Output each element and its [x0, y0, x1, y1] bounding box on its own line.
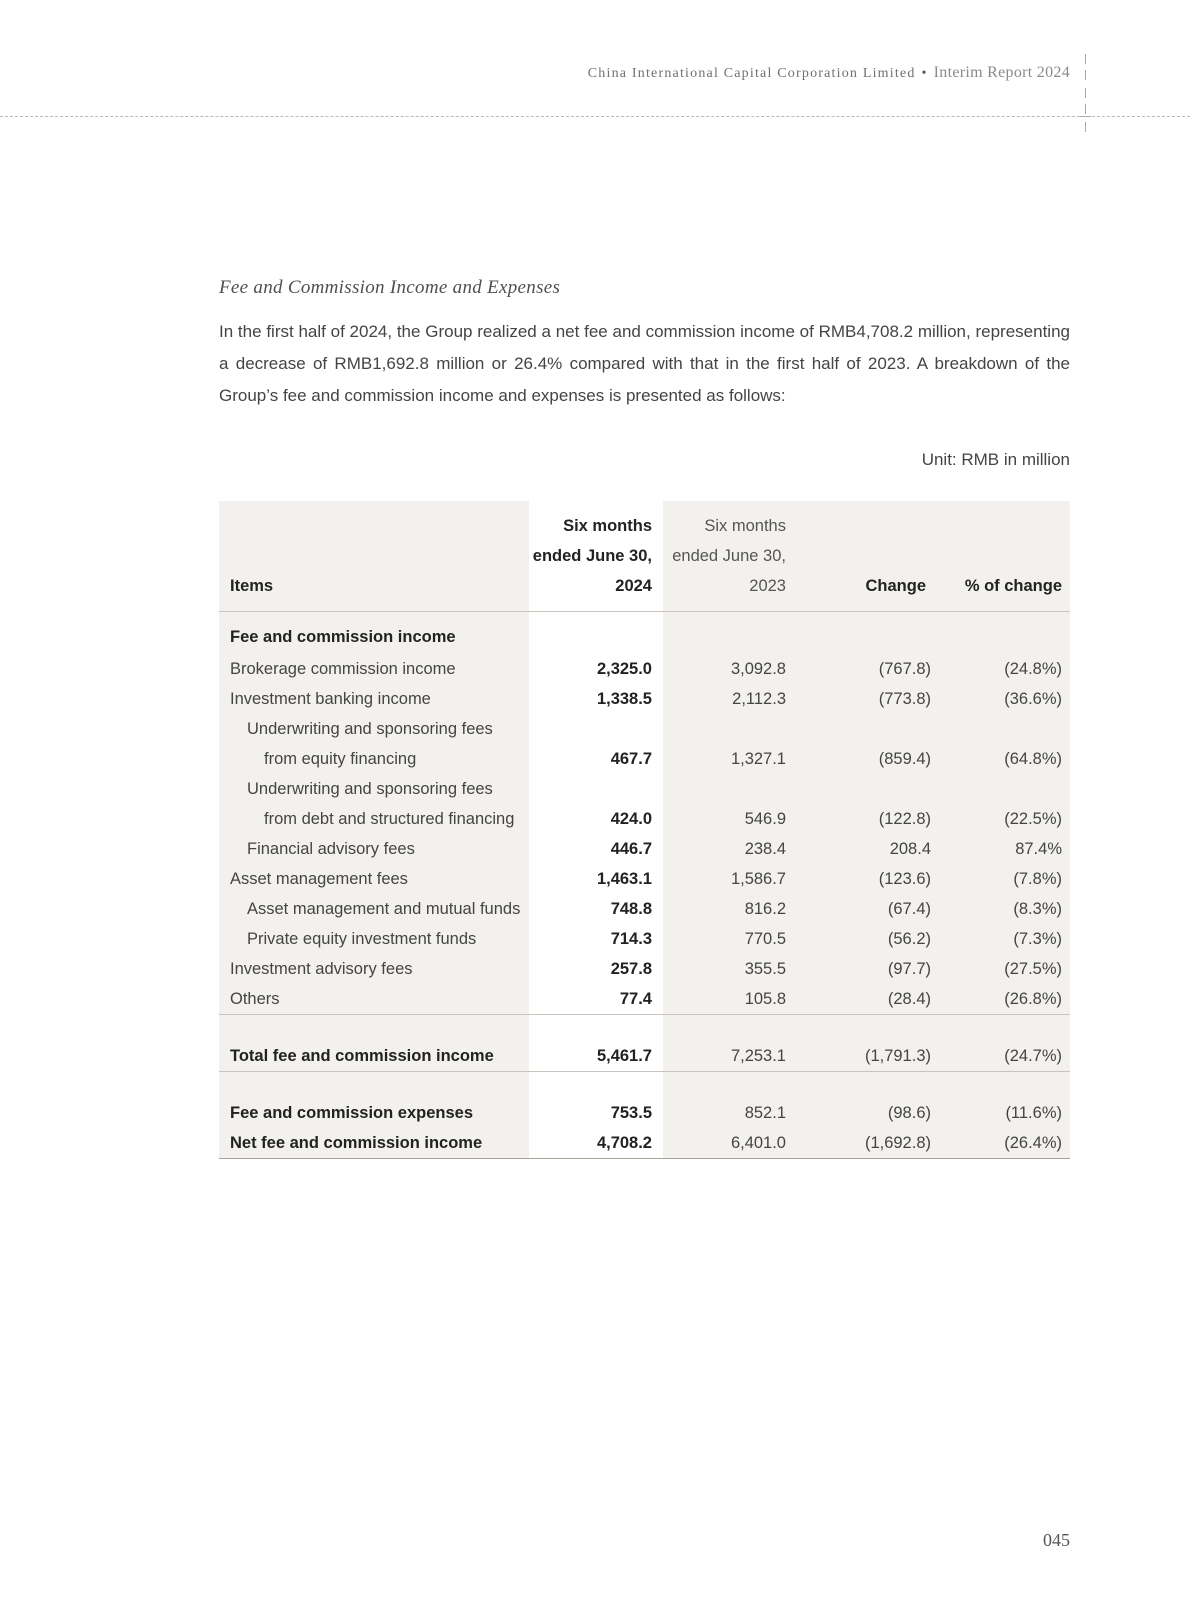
- header-dashed-divider: [0, 116, 1190, 117]
- row-change: [797, 714, 937, 744]
- table-row: [219, 1128, 1070, 1159]
- row-change: (773.8): [797, 684, 937, 714]
- row-current: [529, 612, 663, 655]
- row-current: [529, 774, 663, 804]
- table-row: [219, 864, 1070, 894]
- row-current: 446.7: [529, 834, 663, 864]
- row-item: Financial advisory fees: [219, 834, 529, 864]
- table-row: [219, 894, 1070, 924]
- row-prior: 355.5: [663, 954, 797, 984]
- row-pct-change: [937, 774, 1070, 804]
- table-row: [219, 984, 1070, 1015]
- running-header: [588, 64, 1070, 82]
- row-current: 77.4: [529, 984, 663, 1015]
- row-change: (98.6): [797, 1072, 937, 1129]
- header-prior-period: [663, 501, 797, 612]
- header-crossmark: [1080, 116, 1091, 117]
- row-pct-change: [937, 714, 1070, 744]
- row-prior: 6,401.0: [663, 1128, 797, 1159]
- row-pct-change: (8.3%): [937, 894, 1070, 924]
- row-pct-change: (22.5%): [937, 804, 1070, 834]
- row-pct-change: (7.3%): [937, 924, 1070, 954]
- header-prior-line: Six months: [704, 517, 786, 535]
- header-company: China International Capital Corporation Limited: [587, 66, 916, 81]
- row-prior: 816.2: [663, 894, 797, 924]
- row-item: Investment banking income: [219, 684, 529, 714]
- table-row: [219, 954, 1070, 984]
- row-change: (56.2): [797, 924, 937, 954]
- row-prior: [663, 714, 797, 744]
- header-separator: •: [921, 66, 928, 81]
- row-pct-change: (36.6%): [937, 684, 1070, 714]
- table-row: [219, 1015, 1070, 1072]
- row-pct-change: (24.8%): [937, 654, 1070, 684]
- row-change: [797, 612, 937, 655]
- row-current: 467.7: [529, 744, 663, 774]
- row-pct-change: (26.4%): [937, 1128, 1070, 1159]
- row-current: 4,708.2: [529, 1128, 663, 1159]
- header-items: Items: [219, 501, 529, 612]
- page-number: 045: [1043, 1530, 1070, 1550]
- header-pct-change: % of change: [937, 501, 1070, 612]
- row-current: [529, 714, 663, 744]
- row-change: (859.4): [797, 744, 937, 774]
- header-prior-line: 2023: [749, 577, 786, 595]
- row-item: Brokerage commission income: [219, 654, 529, 684]
- row-prior: 770.5: [663, 924, 797, 954]
- row-prior: 105.8: [663, 984, 797, 1015]
- row-prior: [663, 612, 797, 655]
- row-current: 1,463.1: [529, 864, 663, 894]
- row-prior: 852.1: [663, 1072, 797, 1129]
- header-rule-tick: [1085, 70, 1086, 80]
- row-item: from debt and structured financing: [219, 804, 529, 834]
- row-item: Fee and commission expenses: [219, 1072, 529, 1129]
- table-row: [219, 684, 1070, 714]
- row-pct-change: (27.5%): [937, 954, 1070, 984]
- table-header-row: [219, 501, 1070, 612]
- row-prior: 2,112.3: [663, 684, 797, 714]
- row-item: Underwriting and sponsoring fees: [219, 714, 529, 744]
- row-change: (67.4): [797, 894, 937, 924]
- row-current: 5,461.7: [529, 1015, 663, 1072]
- row-change: (1,791.3): [797, 1015, 937, 1072]
- row-prior: 546.9: [663, 804, 797, 834]
- fee-commission-table: [219, 501, 1070, 1159]
- row-pct-change: (24.7%): [937, 1015, 1070, 1072]
- header-current-line: ended June 30,: [532, 547, 652, 565]
- header-prior-line: ended June 30,: [672, 547, 786, 565]
- row-change: (28.4): [797, 984, 937, 1015]
- header-rule-tick: [1085, 54, 1086, 64]
- row-prior: 1,327.1: [663, 744, 797, 774]
- header-current-period: [529, 501, 663, 612]
- header-rule-tick: [1085, 88, 1086, 98]
- row-item: Investment advisory fees: [219, 954, 529, 984]
- row-change: 208.4: [797, 834, 937, 864]
- row-prior: [663, 774, 797, 804]
- row-item: Private equity investment funds: [219, 924, 529, 954]
- row-current: 1,338.5: [529, 684, 663, 714]
- row-change: (123.6): [797, 864, 937, 894]
- table-row: [219, 744, 1070, 774]
- row-item: Total fee and commission income: [219, 1015, 529, 1072]
- row-change: (767.8): [797, 654, 937, 684]
- row-pct-change: 87.4%: [937, 834, 1070, 864]
- table-row: [219, 834, 1070, 864]
- row-current: 753.5: [529, 1072, 663, 1129]
- row-prior: 238.4: [663, 834, 797, 864]
- row-change: [797, 774, 937, 804]
- row-item: Asset management and mutual funds: [219, 894, 529, 924]
- row-change: (1,692.8): [797, 1128, 937, 1159]
- row-item: Underwriting and sponsoring fees: [219, 774, 529, 804]
- header-current-line: 2024: [615, 577, 652, 595]
- table-row: [219, 1072, 1070, 1129]
- header-rule-tick: [1085, 122, 1086, 132]
- table-row: [219, 612, 1070, 655]
- header-report-title: Interim Report 2024: [933, 64, 1070, 81]
- header-rule-tick: [1085, 104, 1086, 114]
- row-item: Net fee and commission income: [219, 1128, 529, 1159]
- row-item: Others: [219, 984, 529, 1015]
- row-pct-change: (11.6%): [937, 1072, 1070, 1129]
- row-prior: 3,092.8: [663, 654, 797, 684]
- row-pct-change: (7.8%): [937, 864, 1070, 894]
- row-prior: 1,586.7: [663, 864, 797, 894]
- row-item: Fee and commission income: [219, 612, 529, 655]
- section-title: Fee and Commission Income and Expenses: [219, 277, 561, 298]
- header-current-line: Six months: [563, 517, 652, 535]
- row-current: 2,325.0: [529, 654, 663, 684]
- row-current: 257.8: [529, 954, 663, 984]
- row-current: 714.3: [529, 924, 663, 954]
- table-row: [219, 714, 1070, 744]
- table-row: [219, 654, 1070, 684]
- row-item: from equity financing: [219, 744, 529, 774]
- row-prior: 7,253.1: [663, 1015, 797, 1072]
- header-change: Change: [797, 501, 937, 612]
- table-row: [219, 774, 1070, 804]
- row-item: Asset management fees: [219, 864, 529, 894]
- intro-paragraph: In the first half of 2024, the Group realized a net fee and commission income of RMB4,708.2 million, representing a decrease of RMB1,692.8 million or 26.4% compared with that in the first half of 2023. A breakdown of the Group’s fee and commission income and expenses is presented as follows:: [219, 322, 1070, 405]
- row-change: (97.7): [797, 954, 937, 984]
- table-row: [219, 804, 1070, 834]
- unit-label: Unit: RMB in million: [921, 450, 1070, 469]
- row-pct-change: [937, 612, 1070, 655]
- table-row: [219, 924, 1070, 954]
- row-change: (122.8): [797, 804, 937, 834]
- row-current: 424.0: [529, 804, 663, 834]
- row-current: 748.8: [529, 894, 663, 924]
- row-pct-change: (64.8%): [937, 744, 1070, 774]
- row-pct-change: (26.8%): [937, 984, 1070, 1015]
